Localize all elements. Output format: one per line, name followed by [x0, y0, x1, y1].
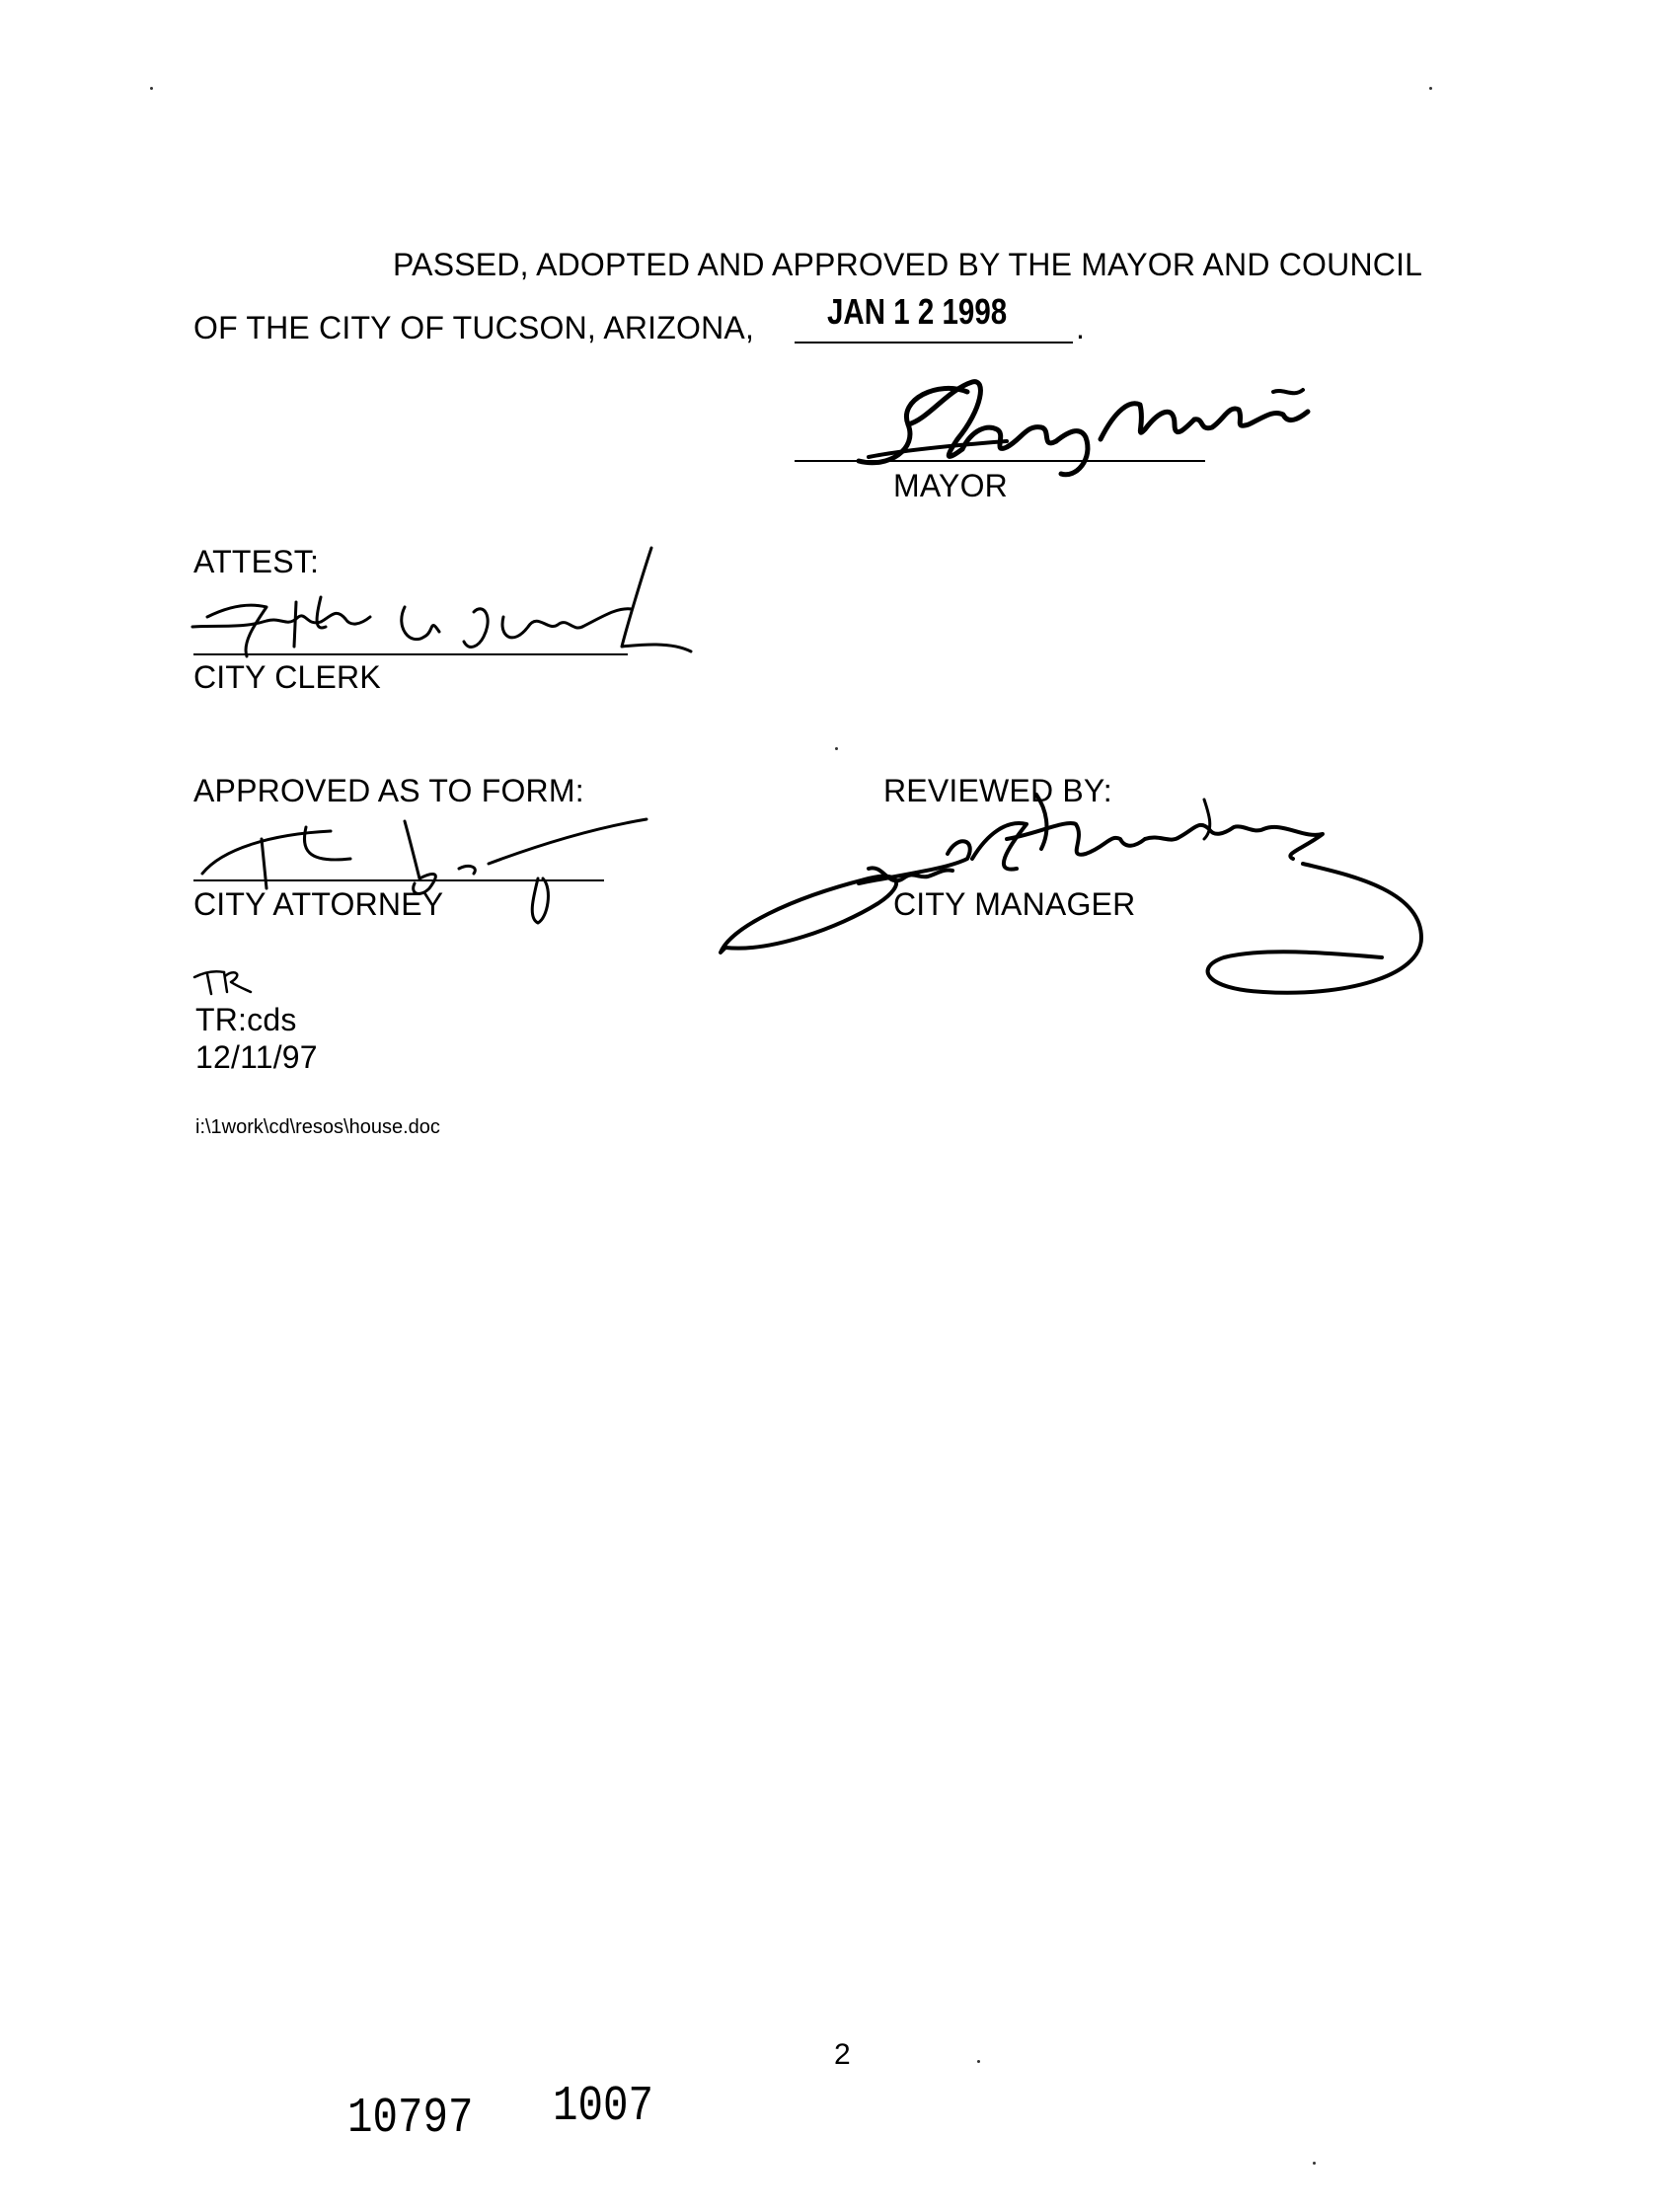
scan-speck: [977, 2060, 980, 2063]
document-number-2: 1007: [553, 2079, 654, 2135]
mayor-signature-line: [795, 460, 1205, 462]
city-clerk-signature: [188, 544, 701, 666]
page-number: 2: [834, 2038, 851, 2071]
city-of-tucson-line: OF THE CITY OF TUCSON, ARIZONA,: [193, 310, 755, 345]
approved-as-to-form-label: APPROVED AS TO FORM:: [193, 773, 584, 808]
mayor-title: MAYOR: [893, 468, 1008, 503]
typed-date: 12/11/97: [195, 1039, 318, 1075]
reviewed-by-label: REVIEWED BY:: [883, 773, 1112, 808]
city-clerk-title: CITY CLERK: [193, 659, 381, 695]
scan-speck: [835, 747, 838, 750]
scan-speck: [1429, 87, 1432, 90]
handwritten-initials: [190, 962, 259, 1002]
date-underline: [795, 342, 1073, 343]
city-manager-title: CITY MANAGER: [893, 886, 1136, 922]
passed-adopted-line: PASSED, ADOPTED AND APPROVED BY THE MAYOR AND COUNCIL: [393, 247, 1423, 282]
city-attorney-title: CITY ATTORNEY: [193, 886, 444, 922]
date-stamp: JAN 1 2 1998: [827, 291, 1008, 332]
city-clerk-signature-line: [193, 653, 628, 655]
document-number-1: 10797: [347, 2091, 474, 2147]
scan-speck: [150, 87, 153, 90]
file-path: i:\1work\cd\resos\house.doc: [195, 1116, 440, 1138]
typist-initials: TR:cds: [195, 1002, 297, 1037]
date-period: .: [1076, 310, 1086, 345]
city-attorney-signature-line: [193, 879, 604, 881]
attest-label: ATTEST:: [193, 544, 320, 579]
scan-speck: [1313, 2162, 1316, 2165]
